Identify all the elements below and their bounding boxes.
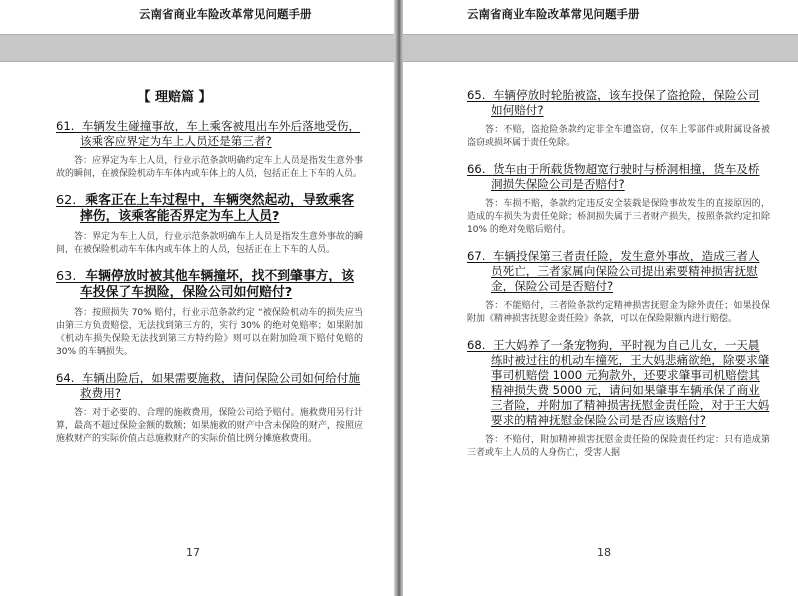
question-text: 车辆投保第三者责任险，发生意外事故，造成三者人员死亡，三者家属向保险公司提出索要精神损害抚慰金，保险公司是否赔付?	[491, 249, 760, 293]
question-number: 65.	[467, 88, 486, 102]
question-62	[56, 193, 363, 225]
question-text: 车辆出险后，如果需要施救，请问保险公司如何给付施救费用?	[80, 371, 361, 400]
question-66	[467, 162, 770, 192]
answer-61: 答：应界定为车上人员，行业示范条款明确约定车上人员是指发生意外事故的瞬间，在被保险机动车车体内或车体上的人员，包括正在上下车的人员。	[56, 156, 363, 179]
question-65	[467, 88, 770, 118]
left-page	[0, 0, 395, 596]
answer-63: 答：按照损失 70% 赔付，行业示范条款约定 “被保险机动车的损失应当由第三方负责赔偿，无法找到第三方的，实行 30% 的绝对免赔率；如果附加《机动车损失保险无法找到第三方特约险》则可以在附加险项下赔付免赔的 30% 的车辆损失。	[56, 308, 363, 357]
right-header-title: 云南省商业车险改革常见问题手册	[467, 7, 640, 21]
answer-67: 答：不能赔付，三者险条款约定精神损害抚慰金为除外责任；如果投保附加《精神损害抚慰金责任险》条款，可以在保险限额内进行赔偿。	[467, 301, 770, 324]
question-text: 车辆发生碰撞事故，车上乘客被甩出车外后落地受伤，该乘客应界定为车上人员还是第三者?	[80, 119, 361, 148]
answer-64: 答：对于必要的、合理的施救费用，保险公司给予赔付。施救费用另行计算，最高不超过保险金额的数额；如果施救的财产中含未保险的财产，按照应施救财产的实际价值占总施救财产的实际价值比例分摊施救费用。	[56, 408, 363, 444]
question-68	[467, 338, 770, 428]
right-page	[403, 0, 798, 596]
question-64	[56, 371, 363, 401]
question-number: 63.	[56, 269, 77, 284]
right-page-content	[467, 88, 770, 472]
question-number: 62.	[56, 193, 77, 208]
question-text: 车辆停放时被其他车辆撞坏，找不到肇事方，该车投保了车损险，保险公司如何赔付?	[80, 269, 355, 300]
question-text: 王大妈养了一条宠物狗，平时视为自己儿女，一天晨练时被过往的机动车撞死，王大妈悲痛欲绝，除要求肇事司机赔偿 1000 元狗款外，还要求肇事司机赔偿其精神损失费 5000 元，请问如果肇事车辆承保了商业三者险，并附加了精神损害抚慰金责任险，对于王大妈要求的精神抚慰金保险公司是否应该赔付?	[491, 338, 770, 427]
answer-65: 答：不赔，盗抢险条款约定非全车遭盗窃，仅车上零部件或附属设备被盗窃或损坏属于责任免除。	[467, 125, 770, 148]
question-number: 67.	[467, 249, 486, 263]
question-number: 64.	[56, 371, 75, 385]
question-number: 66.	[467, 162, 486, 176]
right-header-band	[403, 34, 798, 62]
question-text: 乘客正在上车过程中，车辆突然起动，导致乘客摔伤，该乘客能否界定为车上人员?	[80, 193, 355, 224]
section-title: 【 理赔篇 】	[137, 90, 212, 105]
right-page-number: 18	[597, 546, 611, 559]
question-63	[56, 269, 363, 301]
left-header-band	[0, 34, 395, 62]
left-page-number: 17	[186, 546, 200, 559]
question-61	[56, 119, 363, 149]
question-text: 车辆停放时轮胎被盗，该车投保了盗抢险，保险公司如何赔付?	[491, 88, 760, 117]
answer-68: 答：不赔付，附加精神损害抚慰金责任险的保险责任约定：只有造成第三者或车上人员的人身伤亡，受害人据	[467, 435, 770, 458]
question-67	[467, 249, 770, 294]
answer-62: 答：界定为车上人员，行业示范条款明确车上人员是指发生意外事故的瞬间，在被保险机动车车体内或车体上的人员，包括正在上下车的人员。	[56, 232, 363, 255]
question-number: 61.	[56, 119, 75, 133]
question-text: 货车由于所载货物超宽行驶时与桥洞相撞，货车及桥洞损失保险公司是否赔付?	[491, 162, 760, 191]
left-header-title: 云南省商业车险改革常见问题手册	[139, 7, 312, 21]
question-number: 68.	[467, 338, 486, 352]
left-page-content	[56, 86, 363, 458]
answer-66: 答：车损不赔，条款约定违反安全装载是保险事故发生的直接原因的，造成的车损失为责任免除；桥洞损失属于三者财产损失，按照条款约定扣除 10% 的绝对免赔后赔付。	[467, 199, 770, 235]
